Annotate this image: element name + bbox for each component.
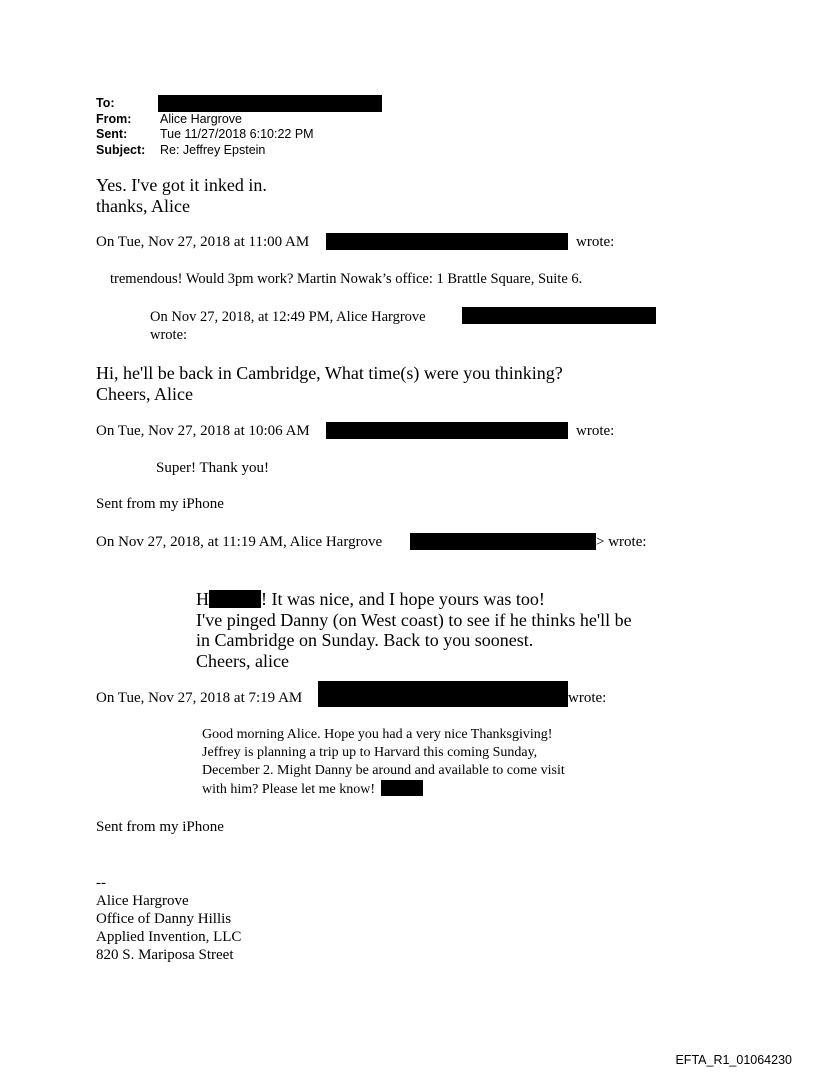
subject-value: Re: Jeffrey Epstein: [160, 143, 266, 157]
quote-text: Super! Thank you!: [156, 460, 270, 476]
quote-intro: On Tue, Nov 27, 2018 at 10:06 AM: [96, 423, 310, 439]
signature-dashes: --: [96, 875, 106, 891]
reply-line: Yes. I've got it inked in.: [96, 175, 267, 195]
quote-wrote: wrote:: [576, 234, 615, 250]
sent-label: Sent:: [96, 127, 128, 141]
redaction-bar: [381, 780, 423, 796]
sent-from-line: Sent from my iPhone: [96, 496, 224, 512]
quote-line: Hi, he'll be back in Cambridge, What time(s) were you thinking?: [96, 363, 563, 383]
subject-label: Subject:: [96, 143, 146, 157]
redaction-bar: [326, 233, 568, 250]
quote-line: Cheers, Alice: [96, 384, 193, 404]
signature-company: Applied Invention, LLC: [96, 929, 242, 945]
quote-line: in Cambridge on Sunday. Back to you soonest.: [196, 630, 534, 650]
quote-intro: On Nov 27, 2018, at 11:19 AM, Alice Hargrove: [96, 534, 383, 550]
redaction-bar: [209, 590, 261, 608]
document-id: EFTA_R1_01064230: [675, 1053, 792, 1067]
sent-value: Tue 11/27/2018 6:10:22 PM: [160, 127, 314, 141]
redaction-bar: [462, 307, 656, 324]
redaction-bar: [318, 681, 568, 707]
redaction-bar: [158, 95, 382, 112]
quote-wrote: wrote:: [576, 423, 615, 439]
signature-street: 820 S. Mariposa Street: [96, 947, 234, 963]
quote-wrote: wrote:: [568, 690, 607, 706]
quote-line: [196, 589, 545, 610]
redaction-bar: [410, 533, 596, 550]
quote-line: Good morning Alice. Hope you had a very nice Thanksgiving!: [202, 727, 553, 742]
quote-line: Cheers, alice: [196, 651, 289, 671]
quote-line: I've pinged Danny (on West coast) to see if he thinks he'll be: [196, 610, 632, 630]
sent-from-line: Sent from my iPhone: [96, 819, 224, 835]
quote-intro: On Nov 27, 2018, at 12:49 PM, Alice Hargrove: [150, 309, 426, 325]
quote-line: Jeffrey is planning a trip up to Harvard this coming Sunday,: [202, 745, 538, 760]
quote-line: December 2. Might Danny be around and available to come visit: [202, 763, 565, 778]
from-row: [96, 112, 242, 128]
subject-row: [96, 143, 265, 159]
sent-row: [96, 127, 314, 143]
quote-text: tremendous! Would 3pm work? Martin Nowak’s office: 1 Brattle Square, Suite 6.: [110, 271, 583, 287]
quote-wrote: wrote:: [150, 327, 188, 343]
quote-line-start: H: [196, 589, 209, 609]
quote-line: [202, 780, 423, 799]
quote-wrote: > wrote:: [596, 534, 647, 550]
signature-office: Office of Danny Hillis: [96, 911, 232, 927]
reply-line: thanks, Alice: [96, 196, 190, 216]
from-value: Alice Hargrove: [160, 112, 242, 126]
from-label: From:: [96, 112, 132, 126]
quote-line-text: with him? Please let me know!: [202, 782, 376, 797]
quote-intro: On Tue, Nov 27, 2018 at 7:19 AM: [96, 690, 303, 706]
redaction-bar: [326, 422, 568, 439]
to-label: To:: [96, 96, 115, 110]
quote-intro: On Tue, Nov 27, 2018 at 11:00 AM: [96, 234, 310, 250]
signature-name: Alice Hargrove: [96, 893, 189, 909]
quote-line-end: ! It was nice, and I hope yours was too!: [261, 589, 545, 609]
to-row: [96, 96, 160, 112]
